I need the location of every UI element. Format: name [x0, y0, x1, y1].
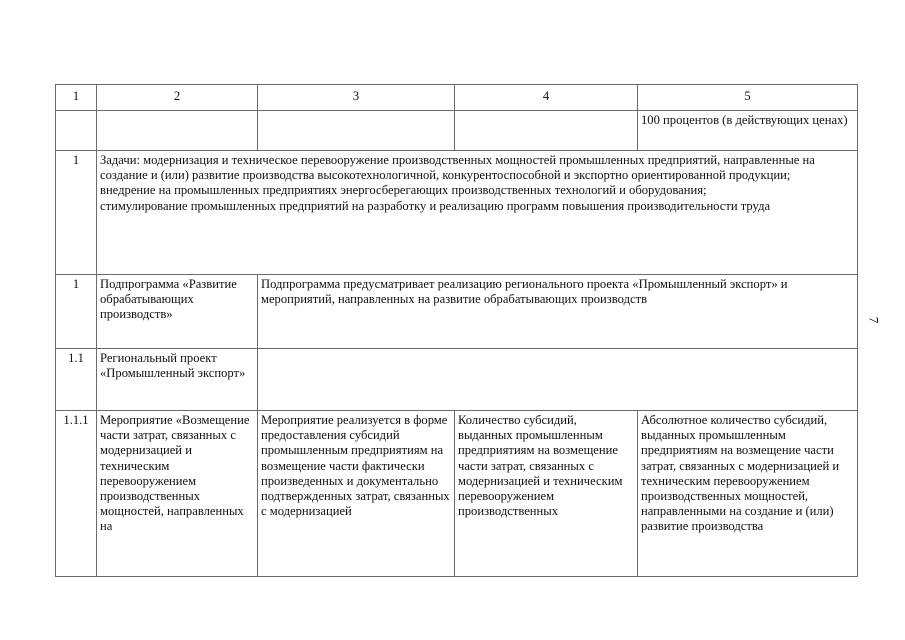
subprogram-name: Подпрограмма «Развитие обрабатывающих производств» — [97, 275, 258, 349]
measure-indicator — [455, 411, 638, 577]
page-number: 7 — [866, 316, 882, 324]
measure-description — [258, 411, 455, 577]
unit-cell-2 — [97, 111, 258, 151]
subprogram-row — [56, 275, 858, 349]
project-number: 1.1 — [56, 349, 97, 411]
column-number-row — [56, 85, 858, 111]
subprogram-description: Подпрограмма предусматривает реализацию регионального проекта «Промышленный экспорт» и мероприятий, направленных на развитие обрабатывающих производств — [258, 275, 858, 349]
unit-cell-5: 100 процентов (в действующих ценах) — [638, 111, 858, 151]
measure-indicator-text: Количество субсидий, выданных промышленным предприятиям на возмещение части затрат, связанных с модернизацией и техническим перевооружением производственных — [458, 413, 623, 519]
col-header-2: 2 — [97, 85, 258, 111]
measure-name-text: Мероприятие «Возмещение части затрат, связанных с модернизацией и техническим перевооружением производственных мощностей, направленных на — [100, 413, 250, 534]
tasks-row — [56, 151, 858, 275]
tasks-number: 1 — [56, 151, 97, 275]
measure-description-text: Мероприятие реализуется в форме предоставления субсидий промышленным предприятиям на возмещение части фактически произведенных и документально подтвержденных затрат, связанных с модернизацией — [261, 413, 450, 519]
col-header-5: 5 — [638, 85, 858, 111]
col-header-3: 3 — [258, 85, 455, 111]
measure-row — [56, 411, 858, 577]
project-empty-cell — [258, 349, 858, 411]
measure-name — [97, 411, 258, 577]
unit-cell-1 — [56, 111, 97, 151]
unit-cell-3 — [258, 111, 455, 151]
unit-row — [56, 111, 858, 151]
project-row — [56, 349, 858, 411]
measure-number-text: 1.1.1 — [63, 413, 89, 427]
program-table — [55, 84, 858, 577]
subprogram-number: 1 — [56, 275, 97, 349]
measure-number — [56, 411, 97, 577]
col-header-4: 4 — [455, 85, 638, 111]
measure-indicator-description — [638, 411, 858, 577]
project-name: Региональный проект «Промышленный экспорт» — [97, 349, 258, 411]
tasks-text: Задачи: модернизация и техническое перевооружение производственных мощностей промышленных предприятий, направленные на создание и (или) развитие производства высокотехнологичной, конкурентоспособной и экспортно ориентированной продукции; внедрение на промышленных предприятиях энергосберегающих производственных технологий и оборудования; стимулирование промышленных предприятий на разработку и реализацию программ повышения производительности труда — [97, 151, 858, 275]
col-header-1: 1 — [56, 85, 97, 111]
unit-cell-4 — [455, 111, 638, 151]
measure-indicator-description-text: Абсолютное количество субсидий, выданных промышленным предприятиям на возмещение части затрат, связанных с модернизацией и техническим перевооружением производственных мощностей, направленными на создание и (или) развитие производства — [641, 413, 840, 534]
